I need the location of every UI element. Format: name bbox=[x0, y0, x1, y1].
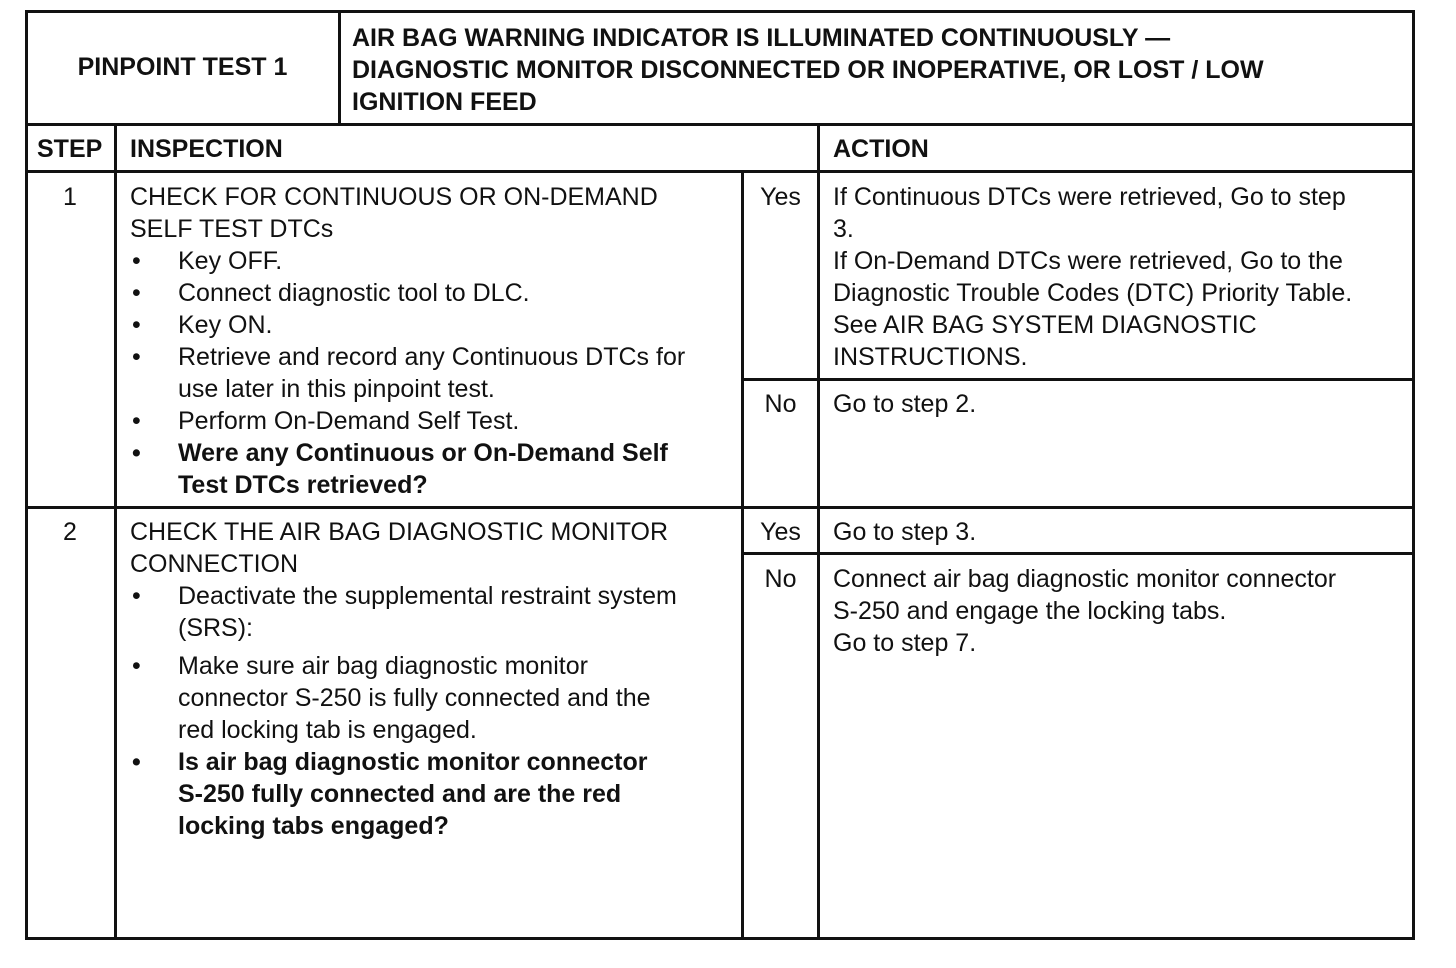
step-heading-line: SELF TEST DTCs bbox=[130, 215, 334, 243]
rule-step1-bottom bbox=[25, 506, 1415, 509]
step-bullet-list bbox=[130, 580, 677, 842]
step-number: 2 bbox=[63, 518, 77, 546]
no-label: No bbox=[764, 565, 797, 593]
bullet-text: S-250 fully connected and are the red bbox=[178, 780, 622, 808]
bullet-text: Deactivate the supplemental restraint system bbox=[178, 582, 677, 610]
action-line: See AIR BAG SYSTEM DIAGNOSTIC bbox=[833, 311, 1257, 339]
bullet-text: Make sure air bag diagnostic monitor bbox=[178, 652, 588, 680]
bullet-dot-icon: • bbox=[132, 582, 141, 610]
yes-action bbox=[833, 181, 1352, 373]
yes-action bbox=[833, 516, 976, 548]
bullet-text: Were any Continuous or On-Demand Self bbox=[178, 439, 668, 467]
action-line: INSTRUCTIONS. bbox=[833, 343, 1028, 371]
no-action bbox=[833, 563, 1336, 659]
header-step: STEP bbox=[37, 135, 103, 163]
action-line: Go to step 2. bbox=[833, 390, 977, 418]
bullet-text: use later in this pinpoint test. bbox=[178, 375, 495, 403]
bullet-dot-icon: • bbox=[132, 407, 141, 435]
bullet-dot-icon: • bbox=[132, 343, 141, 371]
bullet-dot-icon: • bbox=[132, 279, 141, 307]
bullet-text: connector S-250 is fully connected and the bbox=[178, 684, 651, 712]
bullet-dot-icon: • bbox=[132, 311, 141, 339]
bullet-item bbox=[130, 277, 685, 309]
action-line: 3. bbox=[833, 215, 854, 243]
yes-label: Yes bbox=[760, 518, 801, 546]
test-label: PINPOINT TEST 1 bbox=[77, 53, 288, 81]
rule-step2-split bbox=[743, 552, 1415, 555]
bullet-text: Key ON. bbox=[178, 311, 273, 339]
action-line: S-250 and engage the locking tabs. bbox=[833, 597, 1227, 625]
rule-header-bottom bbox=[25, 170, 1415, 173]
step-heading-line: CONNECTION bbox=[130, 550, 299, 578]
action-line: If Continuous DTCs were retrieved, Go to step bbox=[833, 183, 1346, 211]
step-number: 1 bbox=[63, 183, 77, 211]
bullet-text: locking tabs engaged? bbox=[178, 812, 449, 840]
bullet-text: Is air bag diagnostic monitor connector bbox=[178, 748, 648, 776]
step-inspection bbox=[130, 516, 677, 842]
bullet-dot-icon: • bbox=[132, 439, 141, 467]
bullet-item bbox=[130, 405, 685, 437]
bullet-text: red locking tab is engaged. bbox=[178, 716, 477, 744]
test-description-line: DIAGNOSTIC MONITOR DISCONNECTED OR INOPERATIVE, OR LOST / LOW bbox=[352, 56, 1264, 84]
bullet-item bbox=[130, 309, 685, 341]
header-inspection: INSPECTION bbox=[130, 135, 283, 163]
bullet-item bbox=[130, 650, 677, 746]
yes-label: Yes bbox=[760, 183, 801, 211]
bullet-text: Test DTCs retrieved? bbox=[178, 471, 428, 499]
action-line: Connect air bag diagnostic monitor connector bbox=[833, 565, 1337, 593]
header-action: ACTION bbox=[833, 135, 929, 163]
bullet-item bbox=[130, 245, 685, 277]
no-action bbox=[833, 388, 976, 420]
test-description bbox=[352, 22, 1264, 118]
bullet-item-question bbox=[130, 437, 685, 501]
step-inspection bbox=[130, 181, 685, 501]
test-description-line: AIR BAG WARNING INDICATOR IS ILLUMINATED CONTINUOUSLY — bbox=[352, 24, 1171, 52]
action-line: Diagnostic Trouble Codes (DTC) Priority Table. bbox=[833, 279, 1353, 307]
action-line: Go to step 3. bbox=[833, 518, 977, 546]
no-label: No bbox=[764, 390, 797, 418]
rule-yesno-col bbox=[741, 170, 744, 940]
bullet-text: Perform On-Demand Self Test. bbox=[178, 407, 520, 435]
step-heading-line: CHECK FOR CONTINUOUS OR ON-DEMAND bbox=[130, 183, 658, 211]
bullet-item-question bbox=[130, 746, 677, 842]
bullet-dot-icon: • bbox=[132, 652, 141, 680]
bullet-dot-icon: • bbox=[132, 748, 141, 776]
step-heading-line: CHECK THE AIR BAG DIAGNOSTIC MONITOR bbox=[130, 518, 669, 546]
bullet-text: Connect diagnostic tool to DLC. bbox=[178, 279, 530, 307]
step-bullet-list bbox=[130, 245, 685, 501]
bullet-text: (SRS): bbox=[178, 614, 253, 642]
bullet-text: Retrieve and record any Continuous DTCs for bbox=[178, 343, 686, 371]
test-description-line: IGNITION FEED bbox=[352, 88, 537, 116]
bullet-dot-icon: • bbox=[132, 247, 141, 275]
bullet-item bbox=[130, 341, 685, 405]
bullet-item bbox=[130, 580, 677, 644]
action-line: If On-Demand DTCs were retrieved, Go to the bbox=[833, 247, 1343, 275]
bullet-text: Key OFF. bbox=[178, 247, 283, 275]
rule-step1-split bbox=[743, 378, 1415, 381]
action-line: Go to step 7. bbox=[833, 629, 977, 657]
